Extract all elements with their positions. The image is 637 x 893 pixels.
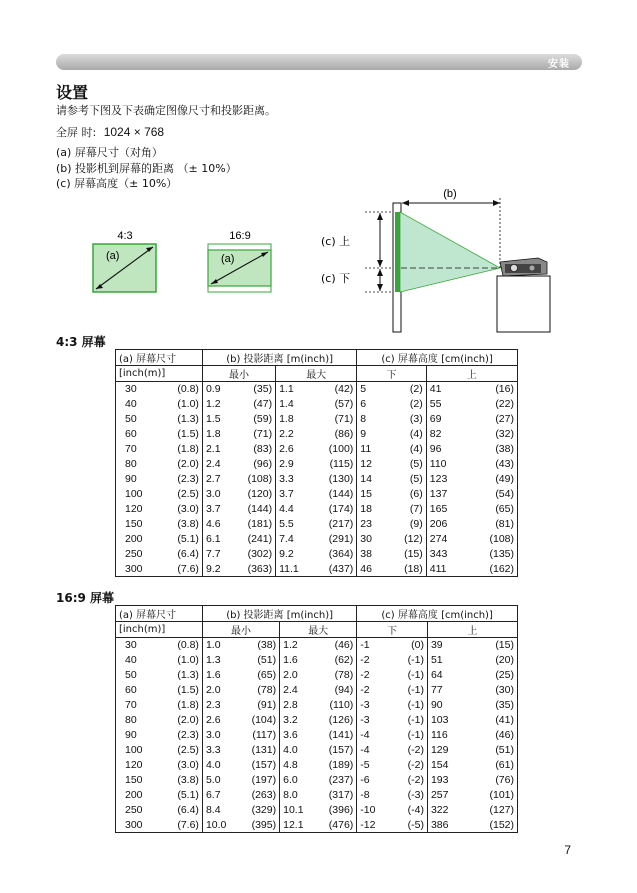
- table-cell: 80 (2.0): [116, 713, 203, 728]
- table-cell: 123 (49): [426, 472, 517, 487]
- table-cell: 2.3 (91): [202, 698, 279, 713]
- table-cell: 3.6 (141): [280, 728, 357, 743]
- table-cell: -6 (-2): [357, 773, 428, 788]
- table-cell: 150 (3.8): [116, 773, 203, 788]
- table-cell: 1.6 (65): [202, 668, 279, 683]
- table-cell: 5.0 (197): [202, 773, 279, 788]
- table-cell: -1 (0): [357, 638, 428, 653]
- table-cell: 1.0 (38): [202, 638, 279, 653]
- table-cell: 150 (3.8): [116, 517, 203, 532]
- table-row: [116, 412, 518, 427]
- col-b-min: 最小: [202, 622, 279, 638]
- col-c-top: 上: [427, 622, 517, 638]
- table-cell: 6 (2): [357, 397, 426, 412]
- table-cell: 6.7 (263): [202, 788, 279, 803]
- table-row: [116, 668, 518, 683]
- table-169-title: 16:9 屏幕: [56, 591, 115, 605]
- table-cell: 38 (15): [357, 547, 426, 562]
- table-cell: 11.1 (437): [276, 562, 357, 577]
- col-b-min: 最小: [202, 366, 275, 382]
- table-cell: 90 (2.3): [116, 728, 203, 743]
- table-row: [116, 818, 518, 833]
- table-cell: 30 (0.8): [116, 382, 203, 397]
- label-c-bottom: (c) 下: [321, 272, 351, 285]
- table-cell: 10.1 (396): [280, 803, 357, 818]
- table-row: [116, 427, 518, 442]
- table-row: [116, 547, 518, 562]
- table-cell: 60 (1.5): [116, 427, 203, 442]
- table-cell: 110 (43): [426, 457, 517, 472]
- table-cell: 70 (1.8): [116, 698, 203, 713]
- ratio-43-label: 4:3: [117, 230, 133, 242]
- table-cell: 90 (35): [427, 698, 517, 713]
- table-cell: 100 (2.5): [116, 743, 203, 758]
- table-cell: 6.1 (241): [202, 532, 275, 547]
- table-row: [116, 773, 518, 788]
- table-cell: -2 (-1): [357, 683, 428, 698]
- table-cell: 14 (5): [357, 472, 426, 487]
- table-cell: 39 (15): [427, 638, 517, 653]
- table-cell: 129 (51): [427, 743, 517, 758]
- table-cell: 9.2 (364): [276, 547, 357, 562]
- table-cell: 4.8 (189): [280, 758, 357, 773]
- table-cell: 2.4 (96): [202, 457, 275, 472]
- table-row: [116, 442, 518, 457]
- table-cell: -2 (-1): [357, 668, 428, 683]
- table-cell: 46 (18): [357, 562, 426, 577]
- table-cell: 257 (101): [427, 788, 517, 803]
- table-cell: 30 (12): [357, 532, 426, 547]
- col-a-header: (a) 屏幕尺寸: [116, 606, 203, 622]
- label-a-43: (a): [106, 250, 120, 262]
- table-cell: 15 (6): [357, 487, 426, 502]
- col-a-unit: [inch(m)]: [116, 622, 203, 638]
- label-b: (b): [443, 188, 457, 200]
- table-cell: -3 (-1): [357, 713, 428, 728]
- label-c-top: (c) 上: [321, 235, 351, 248]
- table-cell: 2.0 (78): [280, 668, 357, 683]
- projection-diagram: [0, 0, 637, 340]
- table-cell: 8.0 (317): [280, 788, 357, 803]
- table-row: [116, 457, 518, 472]
- table-cell: 12 (5): [357, 457, 426, 472]
- label-a-169: (a): [221, 253, 235, 265]
- col-c-bottom: 下: [357, 622, 428, 638]
- table-cell: 4.0 (157): [202, 758, 279, 773]
- table-row: [116, 397, 518, 412]
- page-number: 7: [564, 843, 571, 857]
- table-cell: 82 (32): [426, 427, 517, 442]
- table-cell: 250 (6.4): [116, 803, 203, 818]
- table-cell: 64 (25): [427, 668, 517, 683]
- table-169: [115, 605, 518, 833]
- table-cell: 1.6 (62): [280, 653, 357, 668]
- table-cell: -10 (-4): [357, 803, 428, 818]
- table-cell: 2.6 (104): [202, 713, 279, 728]
- col-c-top: 上: [426, 366, 517, 382]
- table-cell: 1.8 (71): [276, 412, 357, 427]
- table-cell: -12 (-5): [357, 818, 428, 833]
- table-cell: 4.4 (174): [276, 502, 357, 517]
- table-cell: 1.4 (57): [276, 397, 357, 412]
- table-cell: 60 (1.5): [116, 683, 203, 698]
- table-cell: 18 (7): [357, 502, 426, 517]
- col-c-header: (c) 屏幕高度 [cm(inch)]: [357, 350, 518, 366]
- table-cell: 120 (3.0): [116, 502, 203, 517]
- table-cell: 2.8 (110): [280, 698, 357, 713]
- table-cell: 7.7 (302): [202, 547, 275, 562]
- col-b-header: (b) 投影距离 [m(inch)]: [202, 606, 356, 622]
- table-cell: 55 (22): [426, 397, 517, 412]
- projector-table: [497, 276, 550, 332]
- table-cell: 30 (0.8): [116, 638, 203, 653]
- table-cell: 9.2 (363): [202, 562, 275, 577]
- col-c-bottom: 下: [357, 366, 426, 382]
- table-cell: 3.3 (131): [202, 743, 279, 758]
- table-cell: 2.7 (108): [202, 472, 275, 487]
- table-cell: 1.8 (71): [202, 427, 275, 442]
- table-row: [116, 788, 518, 803]
- table-row: [116, 713, 518, 728]
- table-cell: 2.9 (115): [276, 457, 357, 472]
- table-cell: 2.0 (78): [202, 683, 279, 698]
- table-row: [116, 743, 518, 758]
- table-cell: 137 (54): [426, 487, 517, 502]
- page-title: 设置: [56, 83, 89, 102]
- table-cell: 100 (2.5): [116, 487, 203, 502]
- table-cell: 3.7 (144): [202, 502, 275, 517]
- ratio-169-label: 16:9: [229, 230, 251, 242]
- table-row: [116, 803, 518, 818]
- table-cell: 2.1 (83): [202, 442, 275, 457]
- table-row: [116, 487, 518, 502]
- table-cell: 200 (5.1): [116, 788, 203, 803]
- table-row: [116, 728, 518, 743]
- table-cell: 1.2 (46): [280, 638, 357, 653]
- table-cell: 40 (1.0): [116, 397, 203, 412]
- table-cell: 1.1 (42): [276, 382, 357, 397]
- projector-icon: [500, 258, 547, 276]
- table-cell: 40 (1.0): [116, 653, 203, 668]
- table-cell: 300 (7.6): [116, 818, 203, 833]
- table-43-title: 4:3 屏幕: [56, 335, 106, 349]
- table-cell: -4 (-2): [357, 743, 428, 758]
- table-cell: -5 (-2): [357, 758, 428, 773]
- table-cell: -4 (-1): [357, 728, 428, 743]
- table-cell: 386 (152): [427, 818, 517, 833]
- table-row: [116, 382, 518, 397]
- table-cell: 154 (61): [427, 758, 517, 773]
- table-cell: 3.7 (144): [276, 487, 357, 502]
- table-cell: 120 (3.0): [116, 758, 203, 773]
- table-cell: 9 (4): [357, 427, 426, 442]
- legend-item-b: (b) 投影机到屏幕的距离 （± 10%）: [56, 161, 237, 175]
- table-cell: 3.0 (117): [202, 728, 279, 743]
- resolution-value: 1024 × 768: [103, 125, 165, 139]
- table-cell: 411 (162): [426, 562, 517, 577]
- intro-text: 请参考下图及下表确定图像尺寸和投影距离。: [56, 104, 276, 117]
- table-cell: 10.0 (395): [202, 818, 279, 833]
- table-cell: 274 (108): [426, 532, 517, 547]
- section-label: 安装: [548, 59, 570, 70]
- legend-item-a: (a) 屏幕尺寸（对角）: [56, 146, 163, 159]
- table-cell: -3 (-1): [357, 698, 428, 713]
- table-cell: 69 (27): [426, 412, 517, 427]
- table-cell: 2.2 (86): [276, 427, 357, 442]
- col-a-unit: [inch(m)]: [116, 366, 203, 382]
- table-row: [116, 517, 518, 532]
- table-cell: 116 (46): [427, 728, 517, 743]
- table-cell: 41 (16): [426, 382, 517, 397]
- table-row: [116, 562, 518, 577]
- table-cell: 7.4 (291): [276, 532, 357, 547]
- col-b-max: 最大: [276, 366, 357, 382]
- table-row: [116, 653, 518, 668]
- table-cell: 165 (65): [426, 502, 517, 517]
- table-cell: 90 (2.3): [116, 472, 203, 487]
- table-cell: 11 (4): [357, 442, 426, 457]
- table-cell: 50 (1.3): [116, 412, 203, 427]
- table-cell: 193 (76): [427, 773, 517, 788]
- table-cell: 343 (135): [426, 547, 517, 562]
- fullscreen-label: 全屏 时:: [56, 126, 97, 139]
- table-cell: -2 (-1): [357, 653, 428, 668]
- table-cell: 80 (2.0): [116, 457, 203, 472]
- table-row: [116, 472, 518, 487]
- table-cell: 77 (30): [427, 683, 517, 698]
- table-cell: 8 (3): [357, 412, 426, 427]
- table-cell: -8 (-3): [357, 788, 428, 803]
- col-b-header: (b) 投影距离 [m(inch)]: [202, 350, 356, 366]
- table-cell: 206 (81): [426, 517, 517, 532]
- table-cell: 1.2 (47): [202, 397, 275, 412]
- table-cell: 5.5 (217): [276, 517, 357, 532]
- table-cell: 3.2 (126): [280, 713, 357, 728]
- table-row: [116, 502, 518, 517]
- table-cell: 322 (127): [427, 803, 517, 818]
- table-cell: 4.6 (181): [202, 517, 275, 532]
- table-cell: 0.9 (35): [202, 382, 275, 397]
- table-row: [116, 758, 518, 773]
- table-cell: 12.1 (476): [280, 818, 357, 833]
- table-row: [116, 698, 518, 713]
- table-cell: 103 (41): [427, 713, 517, 728]
- projection-beam: [400, 212, 500, 292]
- table-cell: 3.3 (130): [276, 472, 357, 487]
- table-cell: 70 (1.8): [116, 442, 203, 457]
- table-cell: 23 (9): [357, 517, 426, 532]
- table-row: [116, 638, 518, 653]
- table-cell: 96 (38): [426, 442, 517, 457]
- col-a-header: (a) 屏幕尺寸: [116, 350, 203, 366]
- table-row: [116, 532, 518, 547]
- table-cell: 8.4 (329): [202, 803, 279, 818]
- table-cell: 50 (1.3): [116, 668, 203, 683]
- table-cell: 2.6 (100): [276, 442, 357, 457]
- table-cell: 250 (6.4): [116, 547, 203, 562]
- table-43: [115, 349, 518, 577]
- legend-item-c: (c) 屏幕高度（± 10%）: [56, 177, 178, 190]
- table-cell: 300 (7.6): [116, 562, 203, 577]
- col-c-header: (c) 屏幕高度 [cm(inch)]: [357, 606, 518, 622]
- table-cell: 1.3 (51): [202, 653, 279, 668]
- col-b-max: 最大: [280, 622, 357, 638]
- table-cell: 51 (20): [427, 653, 517, 668]
- table-cell: 6.0 (237): [280, 773, 357, 788]
- table-cell: 4.0 (157): [280, 743, 357, 758]
- table-cell: 2.4 (94): [280, 683, 357, 698]
- table-cell: 5 (2): [357, 382, 426, 397]
- table-cell: 1.5 (59): [202, 412, 275, 427]
- table-cell: 3.0 (120): [202, 487, 275, 502]
- table-row: [116, 683, 518, 698]
- table-cell: 200 (5.1): [116, 532, 203, 547]
